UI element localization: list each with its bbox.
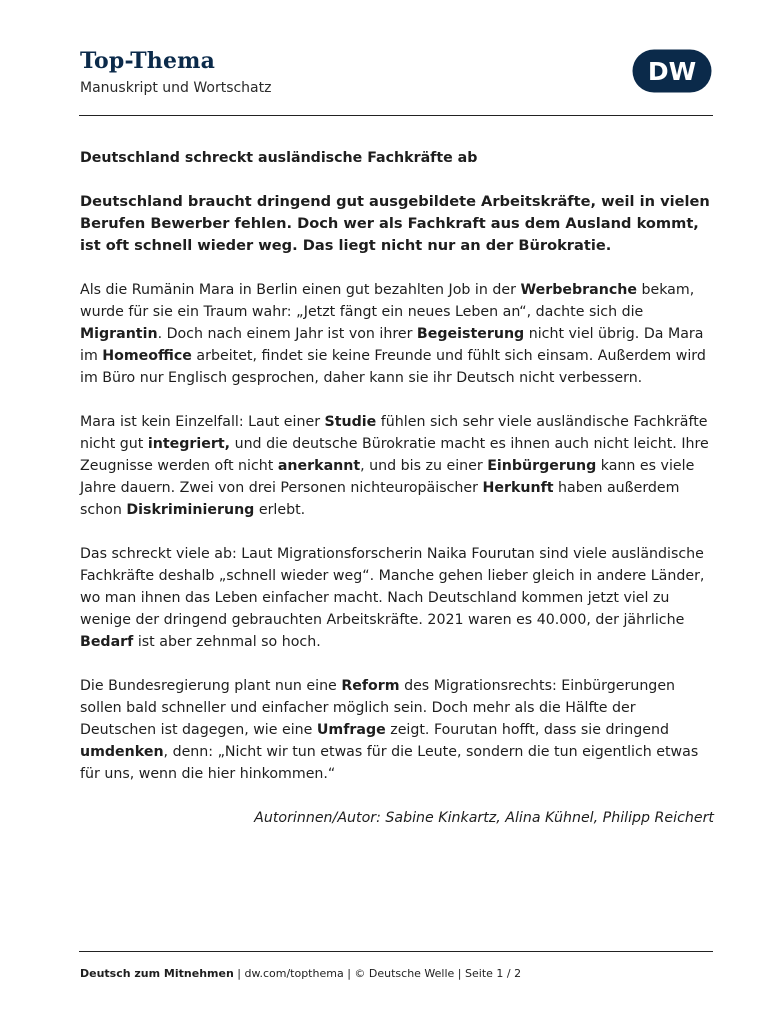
article: [80, 147, 714, 851]
paragraph-text: Als die Rumänin Mara in Berlin einen gut bezahlten Job in der: [80, 282, 521, 298]
vocabulary-term: Einbürgerung: [487, 458, 597, 474]
paragraph-text: Mara ist kein Einzelfall: Laut einer: [80, 414, 325, 430]
footer-brand: Deutsch zum Mitnehmen: [80, 967, 234, 980]
vocabulary-term: Homeoffice: [102, 348, 192, 364]
page-title: Top-Thema: [80, 48, 216, 74]
paragraph-text: fühlen sich sehr viele ausländische Fachkräfte nicht gut: [80, 414, 708, 452]
paragraph-text: haben außerdem schon: [80, 480, 680, 518]
page-subtitle: Manuskript und Wortschatz: [80, 80, 272, 96]
paragraph-text: . Doch nach einem Jahr ist von ihrer: [157, 326, 417, 342]
paragraph-text: kann es viele Jahre dauern. Zwei von drei Personen nichteuropäischer: [80, 458, 695, 496]
page-footer: [80, 967, 521, 980]
article-paragraph: [80, 543, 714, 653]
paragraph-text: Das schreckt viele ab: Laut Migrationsforscherin Naika Fourutan sind viele ausländische Fachkräfte deshalb „schnell wieder weg“. Manche gehen lieber gleich in andere Länder, wo man ihnen das Leben einfacher macht. Nach Deutschland kommen jetzt viel zu wenige der dringend gebrauchten Arbeitskräfte. 2021 waren es 40.000, der jährliche: [80, 546, 705, 628]
vocabulary-term: Migrantin: [80, 326, 158, 342]
paragraph-text: ist aber zehnmal so hoch.: [133, 634, 321, 650]
vocabulary-term: umdenken: [80, 744, 164, 760]
paragraph-text: nicht viel übrig. Da Mara im: [80, 326, 704, 364]
header-divider: [79, 115, 713, 116]
article-paragraph: [80, 411, 714, 521]
vocabulary-term: Werbebranche: [520, 282, 637, 298]
footer-info: | dw.com/topthema | © Deutsche Welle | Seite 1 / 2: [233, 967, 522, 980]
vocabulary-term: anerkannt: [277, 458, 361, 474]
dw-logo-text: DW: [647, 57, 697, 86]
article-lead: Deutschland braucht dringend gut ausgebildete Arbeitskräfte, weil in vielen Berufen Bewerber fehlen. Doch wer als Fachkraft aus dem Ausland kommt, ist oft schnell wieder weg. Das liegt nicht nur an der Bürokratie.: [80, 193, 710, 254]
vocabulary-term: Bedarf: [80, 634, 134, 650]
footer-divider: [79, 951, 713, 952]
vocabulary-term: integriert,: [147, 436, 231, 452]
vocabulary-term: Begeisterung: [416, 326, 525, 342]
paragraph-text: Die Bundesregierung plant nun eine: [80, 678, 342, 694]
paragraph-text: und die deutsche Bürokratie macht es ihnen auch nicht leicht. Ihre Zeugnisse werden oft nicht: [80, 436, 709, 474]
paragraph-text: , denn: „Nicht wir tun etwas für die Leute, sondern die tun eigentlich etwas für uns, wenn die hier hinkommen.“: [80, 744, 699, 782]
vocabulary-term: Reform: [341, 678, 400, 694]
article-headline: Deutschland schreckt ausländische Fachkräfte ab: [80, 150, 478, 166]
article-body: [80, 279, 714, 785]
paragraph-text: bekam, wurde für sie ein Traum wahr: „Jetzt fängt ein neues Leben an“, dachte sich die: [80, 282, 695, 320]
article-author: Autorinnen/Autor: Sabine Kinkartz, Alina Kühnel, Philipp Reichert: [254, 810, 714, 826]
dw-logo: [632, 48, 712, 94]
vocabulary-term: Studie: [324, 414, 377, 430]
article-paragraph: [80, 675, 714, 785]
vocabulary-term: Diskriminierung: [126, 502, 255, 518]
vocabulary-term: Herkunft: [482, 480, 554, 496]
paragraph-text: arbeitet, findet sie keine Freunde und fühlt sich einsam. Außerdem wird im Büro nur Englisch gesprochen, daher kann sie ihr Deutsch nicht verbessern.: [80, 348, 706, 386]
paragraph-text: erlebt.: [254, 502, 306, 518]
paragraph-text: zeigt. Fourutan hofft, dass sie dringend: [385, 722, 669, 738]
paragraph-text: , und bis zu einer: [360, 458, 488, 474]
paragraph-text: des Migrationsrechts: Einbürgerungen sollen bald schneller und einfacher möglich sein. Doch mehr als die Hälfte der Deutschen ist dagegen, wie eine: [80, 678, 676, 738]
vocabulary-term: Umfrage: [316, 722, 386, 738]
article-paragraph: [80, 279, 714, 389]
